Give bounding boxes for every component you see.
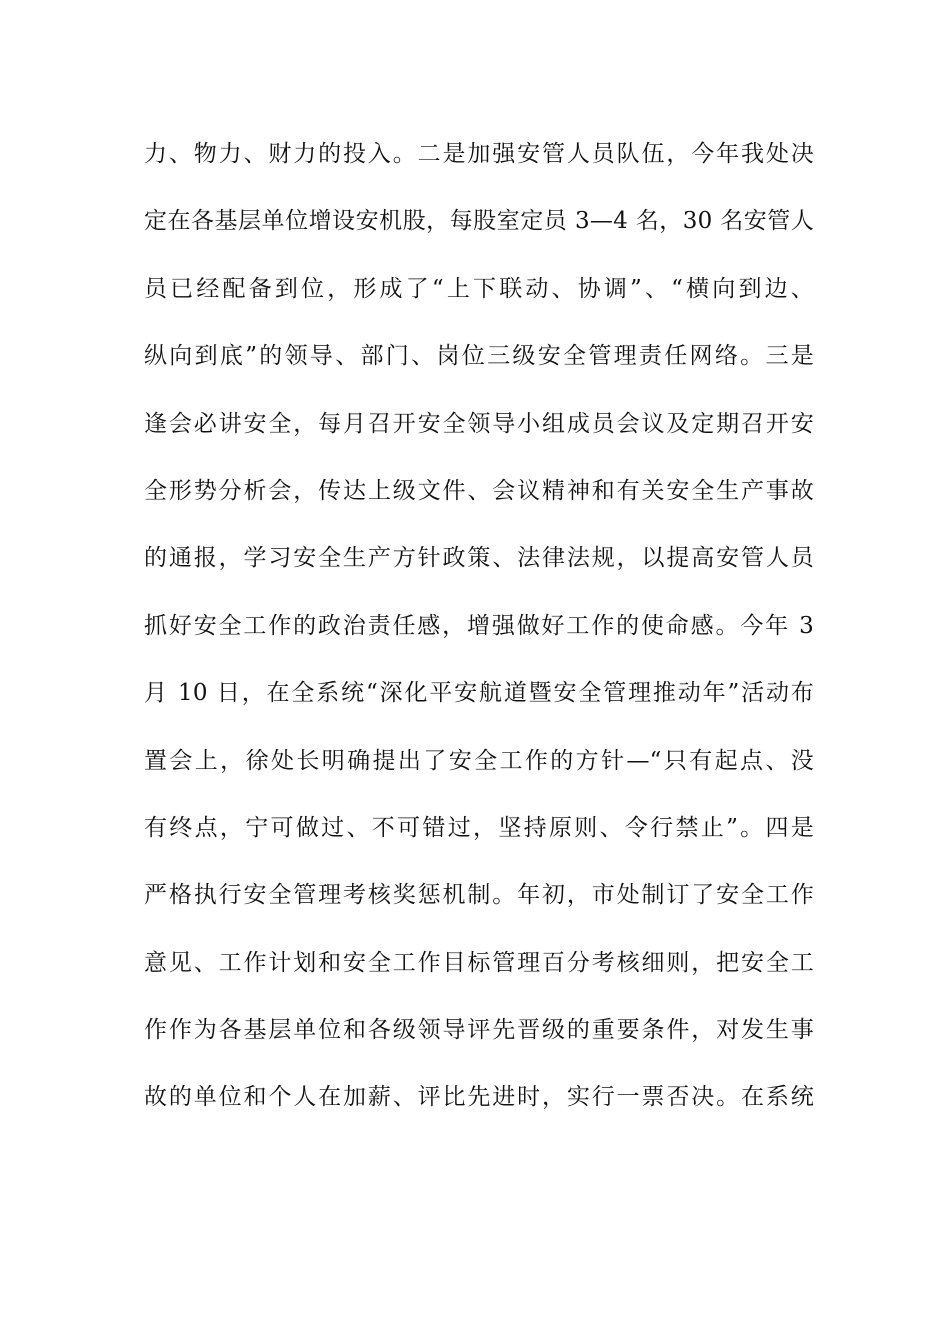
text-line: 故的单位和个人在加薪、评比先进时，实行一票否决。在系统 [144, 1084, 814, 1111]
text-line: 纵向到底”的领导、部门、岗位三级安全管理责任网络。三是 [144, 343, 814, 370]
text-line: 月 10 日，在全系统“深化平安航道暨安全管理推动年”活动布 [144, 680, 814, 707]
text-line: 员已经配备到位，形成了“上下联动、协调”、“横向到边、 [144, 275, 814, 302]
text-line: 有终点，宁可做过、不可错过，坚持原则、令行禁止”。四是 [144, 814, 814, 841]
text-line: 力、物力、财力的投入。二是加强安管人员队伍，今年我处决 [144, 141, 814, 167]
text-line: 逢会必讲安全，每月召开安全领导小组成员会议及定期召开安 [144, 410, 814, 437]
text-line: 意见、工作计划和安全工作目标管理百分考核细则，把安全工 [144, 949, 814, 976]
text-line: 定在各基层单位增设安机股，每股室定员 3—4 名，30 名安管人 [144, 208, 814, 235]
text-line: 作作为各基层单位和各级领导评先晋级的重要条件，对发生事 [144, 1017, 814, 1044]
body-text [144, 130, 814, 1141]
text-line: 置会上，徐处长明确提出了安全工作的方针—“只有起点、没 [144, 747, 814, 774]
text-line: 全形势分析会，传达上级文件、会议精神和有关安全生产事故 [144, 477, 814, 504]
text-line: 严格执行安全管理考核奖惩机制。年初，市处制订了安全工作 [144, 882, 814, 909]
text-line: 抓好安全工作的政治责任感，增强做好工作的使命感。今年 3 [144, 612, 814, 639]
text-line: 的通报，学习安全生产方针政策、法律法规，以提高安管人员 [144, 545, 814, 572]
